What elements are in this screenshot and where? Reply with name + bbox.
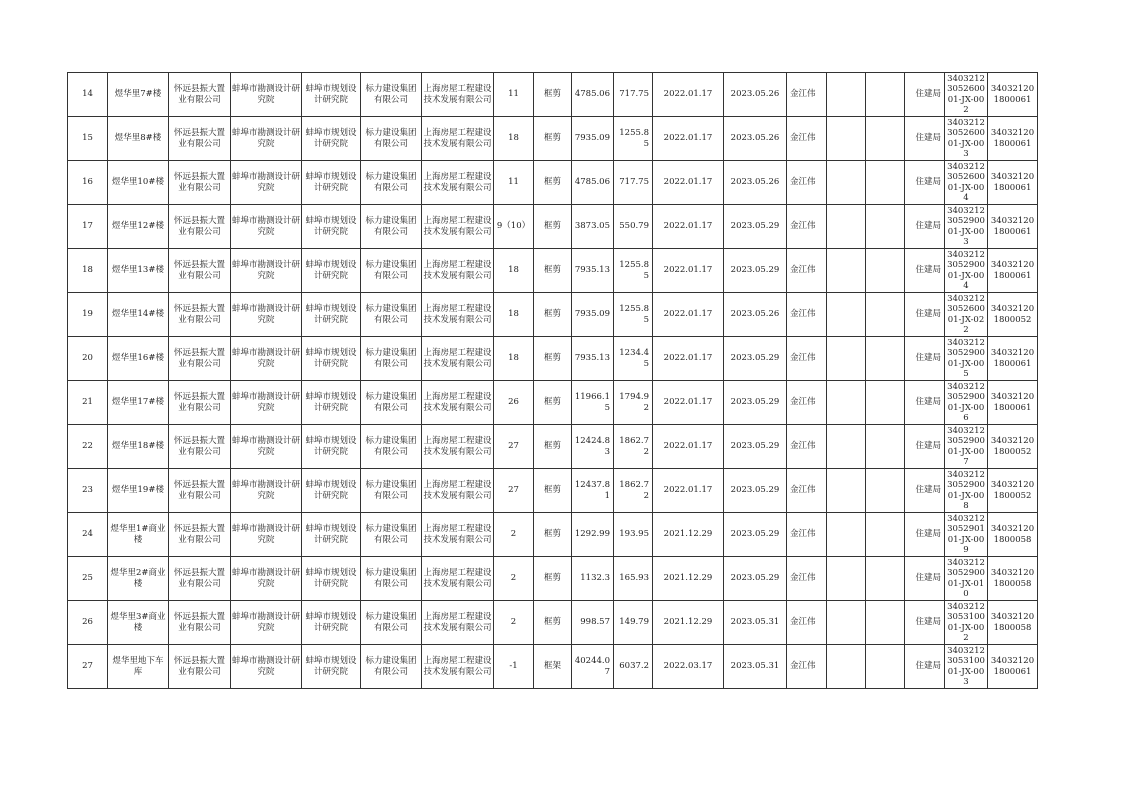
project-name-cell: 煜华里3#商业楼 bbox=[108, 601, 169, 645]
manager-cell: 金江伟 bbox=[787, 73, 827, 117]
cost-cell: 1794.92 bbox=[614, 381, 653, 425]
completion-date-cell: 2023.05.31 bbox=[724, 601, 787, 645]
survey-unit-cell: 蚌埠市勘测设计研究院 bbox=[231, 557, 302, 601]
table-row bbox=[68, 645, 1038, 689]
developer-cell: 怀远县振大置业有限公司 bbox=[169, 381, 231, 425]
design-unit-cell: 蚌埠市规划设计研究院 bbox=[302, 513, 361, 557]
permit-number-cell: 3403212305310001-JX-003 bbox=[945, 645, 988, 689]
design-unit-cell: 蚌埠市规划设计研究院 bbox=[302, 117, 361, 161]
construction-unit-cell: 标力建设集团有限公司 bbox=[361, 425, 422, 469]
structure-type-cell: 框架 bbox=[534, 645, 572, 689]
area-cell: 7935.09 bbox=[572, 117, 614, 161]
completion-date-cell: 2023.05.26 bbox=[724, 293, 787, 337]
start-date-cell: 2021.12.29 bbox=[653, 513, 724, 557]
cost-cell: 6037.2 bbox=[614, 645, 653, 689]
blank-cell bbox=[866, 645, 905, 689]
structure-type-cell: 框剪 bbox=[534, 117, 572, 161]
blank-cell bbox=[827, 161, 866, 205]
design-unit-cell: 蚌埠市规划设计研究院 bbox=[302, 425, 361, 469]
permit-number-cell: 3403212305290001-JX-004 bbox=[945, 249, 988, 293]
developer-cell: 怀远县振大置业有限公司 bbox=[169, 425, 231, 469]
table-row bbox=[68, 601, 1038, 645]
construction-unit-cell: 标力建设集团有限公司 bbox=[361, 161, 422, 205]
developer-cell: 怀远县振大置业有限公司 bbox=[169, 337, 231, 381]
survey-unit-cell: 蚌埠市勘测设计研究院 bbox=[231, 293, 302, 337]
project-code-cell: 340321201800061 bbox=[988, 337, 1038, 381]
construction-unit-cell: 标力建设集团有限公司 bbox=[361, 601, 422, 645]
row-number-cell: 21 bbox=[68, 381, 108, 425]
project-code-cell: 340321201800058 bbox=[988, 601, 1038, 645]
table-row bbox=[68, 293, 1038, 337]
authority-cell: 住建局 bbox=[905, 73, 945, 117]
supervision-unit-cell: 上海房屋工程建设技术发展有限公司 bbox=[422, 293, 494, 337]
floors-cell: 2 bbox=[494, 557, 534, 601]
start-date-cell: 2022.01.17 bbox=[653, 161, 724, 205]
start-date-cell: 2021.12.29 bbox=[653, 601, 724, 645]
project-name-cell: 煜华里16#楼 bbox=[108, 337, 169, 381]
cost-cell: 1255.85 bbox=[614, 249, 653, 293]
start-date-cell: 2022.01.17 bbox=[653, 73, 724, 117]
completion-date-cell: 2023.05.26 bbox=[724, 73, 787, 117]
developer-cell: 怀远县振大置业有限公司 bbox=[169, 557, 231, 601]
floors-cell: -1 bbox=[494, 645, 534, 689]
construction-unit-cell: 标力建设集团有限公司 bbox=[361, 469, 422, 513]
start-date-cell: 2022.01.17 bbox=[653, 381, 724, 425]
authority-cell: 住建局 bbox=[905, 557, 945, 601]
supervision-unit-cell: 上海房屋工程建设技术发展有限公司 bbox=[422, 513, 494, 557]
supervision-unit-cell: 上海房屋工程建设技术发展有限公司 bbox=[422, 425, 494, 469]
survey-unit-cell: 蚌埠市勘测设计研究院 bbox=[231, 117, 302, 161]
design-unit-cell: 蚌埠市规划设计研究院 bbox=[302, 205, 361, 249]
authority-cell: 住建局 bbox=[905, 249, 945, 293]
authority-cell: 住建局 bbox=[905, 381, 945, 425]
completion-date-cell: 2023.05.29 bbox=[724, 557, 787, 601]
blank-cell bbox=[827, 381, 866, 425]
area-cell: 998.57 bbox=[572, 601, 614, 645]
cost-cell: 1862.72 bbox=[614, 469, 653, 513]
authority-cell: 住建局 bbox=[905, 161, 945, 205]
project-name-cell: 煜华里2#商业楼 bbox=[108, 557, 169, 601]
authority-cell: 住建局 bbox=[905, 337, 945, 381]
developer-cell: 怀远县振大置业有限公司 bbox=[169, 249, 231, 293]
blank-cell bbox=[866, 425, 905, 469]
floors-cell: 11 bbox=[494, 73, 534, 117]
blank-cell bbox=[827, 513, 866, 557]
construction-unit-cell: 标力建设集团有限公司 bbox=[361, 513, 422, 557]
survey-unit-cell: 蚌埠市勘测设计研究院 bbox=[231, 205, 302, 249]
area-cell: 40244.07 bbox=[572, 645, 614, 689]
start-date-cell: 2022.01.17 bbox=[653, 469, 724, 513]
area-cell: 7935.13 bbox=[572, 249, 614, 293]
supervision-unit-cell: 上海房屋工程建设技术发展有限公司 bbox=[422, 337, 494, 381]
manager-cell: 金江伟 bbox=[787, 645, 827, 689]
developer-cell: 怀远县振大置业有限公司 bbox=[169, 601, 231, 645]
blank-cell bbox=[866, 293, 905, 337]
completion-date-cell: 2023.05.29 bbox=[724, 469, 787, 513]
structure-type-cell: 框剪 bbox=[534, 513, 572, 557]
row-number-cell: 19 bbox=[68, 293, 108, 337]
row-number-cell: 18 bbox=[68, 249, 108, 293]
project-name-cell: 煜华里7#楼 bbox=[108, 73, 169, 117]
blank-cell bbox=[866, 161, 905, 205]
supervision-unit-cell: 上海房屋工程建设技术发展有限公司 bbox=[422, 381, 494, 425]
survey-unit-cell: 蚌埠市勘测设计研究院 bbox=[231, 161, 302, 205]
project-code-cell: 340321201800061 bbox=[988, 205, 1038, 249]
table-row bbox=[68, 205, 1038, 249]
blank-cell bbox=[827, 601, 866, 645]
structure-type-cell: 框剪 bbox=[534, 469, 572, 513]
project-name-cell: 煜华里18#楼 bbox=[108, 425, 169, 469]
start-date-cell: 2022.03.17 bbox=[653, 645, 724, 689]
design-unit-cell: 蚌埠市规划设计研究院 bbox=[302, 293, 361, 337]
authority-cell: 住建局 bbox=[905, 601, 945, 645]
completion-date-cell: 2023.05.31 bbox=[724, 645, 787, 689]
project-code-cell: 340321201800061 bbox=[988, 381, 1038, 425]
permit-number-cell: 3403212305290001-JX-008 bbox=[945, 469, 988, 513]
start-date-cell: 2022.01.17 bbox=[653, 293, 724, 337]
row-number-cell: 14 bbox=[68, 73, 108, 117]
authority-cell: 住建局 bbox=[905, 205, 945, 249]
supervision-unit-cell: 上海房屋工程建设技术发展有限公司 bbox=[422, 557, 494, 601]
structure-type-cell: 框剪 bbox=[534, 425, 572, 469]
project-name-cell: 煜华里12#楼 bbox=[108, 205, 169, 249]
structure-type-cell: 框剪 bbox=[534, 557, 572, 601]
project-table bbox=[67, 72, 1038, 689]
supervision-unit-cell: 上海房屋工程建设技术发展有限公司 bbox=[422, 161, 494, 205]
project-code-cell: 340321201800052 bbox=[988, 469, 1038, 513]
manager-cell: 金江伟 bbox=[787, 601, 827, 645]
construction-unit-cell: 标力建设集团有限公司 bbox=[361, 645, 422, 689]
supervision-unit-cell: 上海房屋工程建设技术发展有限公司 bbox=[422, 73, 494, 117]
project-code-cell: 340321201800052 bbox=[988, 425, 1038, 469]
manager-cell: 金江伟 bbox=[787, 513, 827, 557]
floors-cell: 27 bbox=[494, 469, 534, 513]
blank-cell bbox=[827, 205, 866, 249]
survey-unit-cell: 蚌埠市勘测设计研究院 bbox=[231, 425, 302, 469]
design-unit-cell: 蚌埠市规划设计研究院 bbox=[302, 381, 361, 425]
area-cell: 4785.06 bbox=[572, 73, 614, 117]
row-number-cell: 20 bbox=[68, 337, 108, 381]
floors-cell: 18 bbox=[494, 337, 534, 381]
blank-cell bbox=[866, 601, 905, 645]
area-cell: 3873.05 bbox=[572, 205, 614, 249]
authority-cell: 住建局 bbox=[905, 293, 945, 337]
permit-number-cell: 3403212305310001-JX-002 bbox=[945, 601, 988, 645]
construction-unit-cell: 标力建设集团有限公司 bbox=[361, 117, 422, 161]
authority-cell: 住建局 bbox=[905, 117, 945, 161]
supervision-unit-cell: 上海房屋工程建设技术发展有限公司 bbox=[422, 249, 494, 293]
blank-cell bbox=[827, 117, 866, 161]
row-number-cell: 16 bbox=[68, 161, 108, 205]
survey-unit-cell: 蚌埠市勘测设计研究院 bbox=[231, 337, 302, 381]
survey-unit-cell: 蚌埠市勘测设计研究院 bbox=[231, 645, 302, 689]
row-number-cell: 25 bbox=[68, 557, 108, 601]
project-name-cell: 煜华里10#楼 bbox=[108, 161, 169, 205]
area-cell: 12424.83 bbox=[572, 425, 614, 469]
developer-cell: 怀远县振大置业有限公司 bbox=[169, 117, 231, 161]
blank-cell bbox=[866, 337, 905, 381]
project-code-cell: 340321201800061 bbox=[988, 161, 1038, 205]
project-name-cell: 煜华里13#楼 bbox=[108, 249, 169, 293]
table-row bbox=[68, 73, 1038, 117]
table-row bbox=[68, 557, 1038, 601]
table-row bbox=[68, 469, 1038, 513]
manager-cell: 金江伟 bbox=[787, 161, 827, 205]
survey-unit-cell: 蚌埠市勘测设计研究院 bbox=[231, 513, 302, 557]
permit-number-cell: 3403212305260001-JX-004 bbox=[945, 161, 988, 205]
blank-cell bbox=[866, 469, 905, 513]
project-code-cell: 340321201800061 bbox=[988, 645, 1038, 689]
area-cell: 7935.09 bbox=[572, 293, 614, 337]
survey-unit-cell: 蚌埠市勘测设计研究院 bbox=[231, 601, 302, 645]
project-name-cell: 煜华里8#楼 bbox=[108, 117, 169, 161]
blank-cell bbox=[827, 469, 866, 513]
area-cell: 11966.15 bbox=[572, 381, 614, 425]
structure-type-cell: 框剪 bbox=[534, 161, 572, 205]
blank-cell bbox=[866, 557, 905, 601]
manager-cell: 金江伟 bbox=[787, 381, 827, 425]
table-row bbox=[68, 249, 1038, 293]
manager-cell: 金江伟 bbox=[787, 425, 827, 469]
completion-date-cell: 2023.05.29 bbox=[724, 249, 787, 293]
floors-cell: 2 bbox=[494, 601, 534, 645]
completion-date-cell: 2023.05.29 bbox=[724, 381, 787, 425]
structure-type-cell: 框剪 bbox=[534, 293, 572, 337]
floors-cell: 2 bbox=[494, 513, 534, 557]
floors-cell: 26 bbox=[494, 381, 534, 425]
table-row bbox=[68, 381, 1038, 425]
cost-cell: 717.75 bbox=[614, 73, 653, 117]
blank-cell bbox=[827, 425, 866, 469]
design-unit-cell: 蚌埠市规划设计研究院 bbox=[302, 161, 361, 205]
project-code-cell: 340321201800052 bbox=[988, 293, 1038, 337]
row-number-cell: 24 bbox=[68, 513, 108, 557]
permit-number-cell: 3403212305260001-JX-022 bbox=[945, 293, 988, 337]
row-number-cell: 23 bbox=[68, 469, 108, 513]
floors-cell: 18 bbox=[494, 293, 534, 337]
design-unit-cell: 蚌埠市规划设计研究院 bbox=[302, 469, 361, 513]
manager-cell: 金江伟 bbox=[787, 293, 827, 337]
floors-cell: 11 bbox=[494, 161, 534, 205]
construction-unit-cell: 标力建设集团有限公司 bbox=[361, 557, 422, 601]
structure-type-cell: 框剪 bbox=[534, 73, 572, 117]
supervision-unit-cell: 上海房屋工程建设技术发展有限公司 bbox=[422, 117, 494, 161]
construction-unit-cell: 标力建设集团有限公司 bbox=[361, 249, 422, 293]
cost-cell: 149.79 bbox=[614, 601, 653, 645]
permit-number-cell: 3403212305290101-JX-009 bbox=[945, 513, 988, 557]
construction-unit-cell: 标力建设集团有限公司 bbox=[361, 381, 422, 425]
manager-cell: 金江伟 bbox=[787, 337, 827, 381]
completion-date-cell: 2023.05.29 bbox=[724, 425, 787, 469]
blank-cell bbox=[866, 513, 905, 557]
supervision-unit-cell: 上海房屋工程建设技术发展有限公司 bbox=[422, 601, 494, 645]
supervision-unit-cell: 上海房屋工程建设技术发展有限公司 bbox=[422, 469, 494, 513]
supervision-unit-cell: 上海房屋工程建设技术发展有限公司 bbox=[422, 205, 494, 249]
blank-cell bbox=[866, 249, 905, 293]
blank-cell bbox=[827, 337, 866, 381]
design-unit-cell: 蚌埠市规划设计研究院 bbox=[302, 73, 361, 117]
project-code-cell: 340321201800061 bbox=[988, 73, 1038, 117]
survey-unit-cell: 蚌埠市勘测设计研究院 bbox=[231, 249, 302, 293]
permit-number-cell: 3403212305290001-JX-005 bbox=[945, 337, 988, 381]
cost-cell: 1862.72 bbox=[614, 425, 653, 469]
start-date-cell: 2022.01.17 bbox=[653, 117, 724, 161]
start-date-cell: 2022.01.17 bbox=[653, 249, 724, 293]
table-row bbox=[68, 161, 1038, 205]
blank-cell bbox=[827, 73, 866, 117]
area-cell: 12437.81 bbox=[572, 469, 614, 513]
area-cell: 7935.13 bbox=[572, 337, 614, 381]
construction-unit-cell: 标力建设集团有限公司 bbox=[361, 293, 422, 337]
permit-number-cell: 3403212305290001-JX-010 bbox=[945, 557, 988, 601]
table-row bbox=[68, 337, 1038, 381]
cost-cell: 193.95 bbox=[614, 513, 653, 557]
project-name-cell: 煜华里19#楼 bbox=[108, 469, 169, 513]
floors-cell: 27 bbox=[494, 425, 534, 469]
survey-unit-cell: 蚌埠市勘测设计研究院 bbox=[231, 381, 302, 425]
project-name-cell: 煜华里14#楼 bbox=[108, 293, 169, 337]
developer-cell: 怀远县振大置业有限公司 bbox=[169, 73, 231, 117]
row-number-cell: 17 bbox=[68, 205, 108, 249]
cost-cell: 1255.85 bbox=[614, 293, 653, 337]
blank-cell bbox=[866, 381, 905, 425]
survey-unit-cell: 蚌埠市勘测设计研究院 bbox=[231, 469, 302, 513]
cost-cell: 1234.45 bbox=[614, 337, 653, 381]
manager-cell: 金江伟 bbox=[787, 249, 827, 293]
start-date-cell: 2022.01.17 bbox=[653, 337, 724, 381]
construction-unit-cell: 标力建设集团有限公司 bbox=[361, 205, 422, 249]
project-code-cell: 340321201800058 bbox=[988, 557, 1038, 601]
structure-type-cell: 框剪 bbox=[534, 249, 572, 293]
project-name-cell: 煜华里17#楼 bbox=[108, 381, 169, 425]
table-body bbox=[68, 73, 1038, 689]
permit-number-cell: 3403212305290001-JX-003 bbox=[945, 205, 988, 249]
manager-cell: 金江伟 bbox=[787, 469, 827, 513]
manager-cell: 金江伟 bbox=[787, 117, 827, 161]
blank-cell bbox=[827, 645, 866, 689]
design-unit-cell: 蚌埠市规划设计研究院 bbox=[302, 557, 361, 601]
design-unit-cell: 蚌埠市规划设计研究院 bbox=[302, 601, 361, 645]
project-name-cell: 煜华里1#商业楼 bbox=[108, 513, 169, 557]
row-number-cell: 26 bbox=[68, 601, 108, 645]
table-row bbox=[68, 117, 1038, 161]
developer-cell: 怀远县振大置业有限公司 bbox=[169, 513, 231, 557]
cost-cell: 550.79 bbox=[614, 205, 653, 249]
cost-cell: 165.93 bbox=[614, 557, 653, 601]
developer-cell: 怀远县振大置业有限公司 bbox=[169, 645, 231, 689]
completion-date-cell: 2023.05.29 bbox=[724, 205, 787, 249]
floors-cell: 18 bbox=[494, 117, 534, 161]
project-code-cell: 340321201800061 bbox=[988, 249, 1038, 293]
completion-date-cell: 2023.05.29 bbox=[724, 513, 787, 557]
project-name-cell: 煜华里地下车库 bbox=[108, 645, 169, 689]
structure-type-cell: 框剪 bbox=[534, 337, 572, 381]
manager-cell: 金江伟 bbox=[787, 205, 827, 249]
structure-type-cell: 框剪 bbox=[534, 601, 572, 645]
start-date-cell: 2022.01.17 bbox=[653, 205, 724, 249]
design-unit-cell: 蚌埠市规划设计研究院 bbox=[302, 249, 361, 293]
cost-cell: 717.75 bbox=[614, 161, 653, 205]
construction-unit-cell: 标力建设集团有限公司 bbox=[361, 337, 422, 381]
area-cell: 1132.3 bbox=[572, 557, 614, 601]
structure-type-cell: 框剪 bbox=[534, 381, 572, 425]
blank-cell bbox=[827, 249, 866, 293]
row-number-cell: 27 bbox=[68, 645, 108, 689]
developer-cell: 怀远县振大置业有限公司 bbox=[169, 161, 231, 205]
floors-cell: 9（10） bbox=[494, 205, 534, 249]
cost-cell: 1255.85 bbox=[614, 117, 653, 161]
blank-cell bbox=[866, 73, 905, 117]
permit-number-cell: 3403212305260001-JX-003 bbox=[945, 117, 988, 161]
construction-unit-cell: 标力建设集团有限公司 bbox=[361, 73, 422, 117]
supervision-unit-cell: 上海房屋工程建设技术发展有限公司 bbox=[422, 645, 494, 689]
completion-date-cell: 2023.05.26 bbox=[724, 161, 787, 205]
completion-date-cell: 2023.05.29 bbox=[724, 337, 787, 381]
authority-cell: 住建局 bbox=[905, 513, 945, 557]
table-row bbox=[68, 513, 1038, 557]
structure-type-cell: 框剪 bbox=[534, 205, 572, 249]
row-number-cell: 15 bbox=[68, 117, 108, 161]
authority-cell: 住建局 bbox=[905, 645, 945, 689]
permit-number-cell: 3403212305290001-JX-006 bbox=[945, 381, 988, 425]
project-code-cell: 340321201800061 bbox=[988, 117, 1038, 161]
blank-cell bbox=[866, 205, 905, 249]
survey-unit-cell: 蚌埠市勘测设计研究院 bbox=[231, 73, 302, 117]
area-cell: 4785.06 bbox=[572, 161, 614, 205]
design-unit-cell: 蚌埠市规划设计研究院 bbox=[302, 337, 361, 381]
start-date-cell: 2021.12.29 bbox=[653, 557, 724, 601]
completion-date-cell: 2023.05.26 bbox=[724, 117, 787, 161]
developer-cell: 怀远县振大置业有限公司 bbox=[169, 205, 231, 249]
area-cell: 1292.99 bbox=[572, 513, 614, 557]
blank-cell bbox=[827, 293, 866, 337]
floors-cell: 18 bbox=[494, 249, 534, 293]
table-row bbox=[68, 425, 1038, 469]
start-date-cell: 2022.01.17 bbox=[653, 425, 724, 469]
authority-cell: 住建局 bbox=[905, 469, 945, 513]
permit-number-cell: 3403212305260001-JX-002 bbox=[945, 73, 988, 117]
manager-cell: 金江伟 bbox=[787, 557, 827, 601]
permit-number-cell: 3403212305290001-JX-007 bbox=[945, 425, 988, 469]
design-unit-cell: 蚌埠市规划设计研究院 bbox=[302, 645, 361, 689]
developer-cell: 怀远县振大置业有限公司 bbox=[169, 293, 231, 337]
developer-cell: 怀远县振大置业有限公司 bbox=[169, 469, 231, 513]
authority-cell: 住建局 bbox=[905, 425, 945, 469]
blank-cell bbox=[827, 557, 866, 601]
project-code-cell: 340321201800058 bbox=[988, 513, 1038, 557]
row-number-cell: 22 bbox=[68, 425, 108, 469]
blank-cell bbox=[866, 117, 905, 161]
